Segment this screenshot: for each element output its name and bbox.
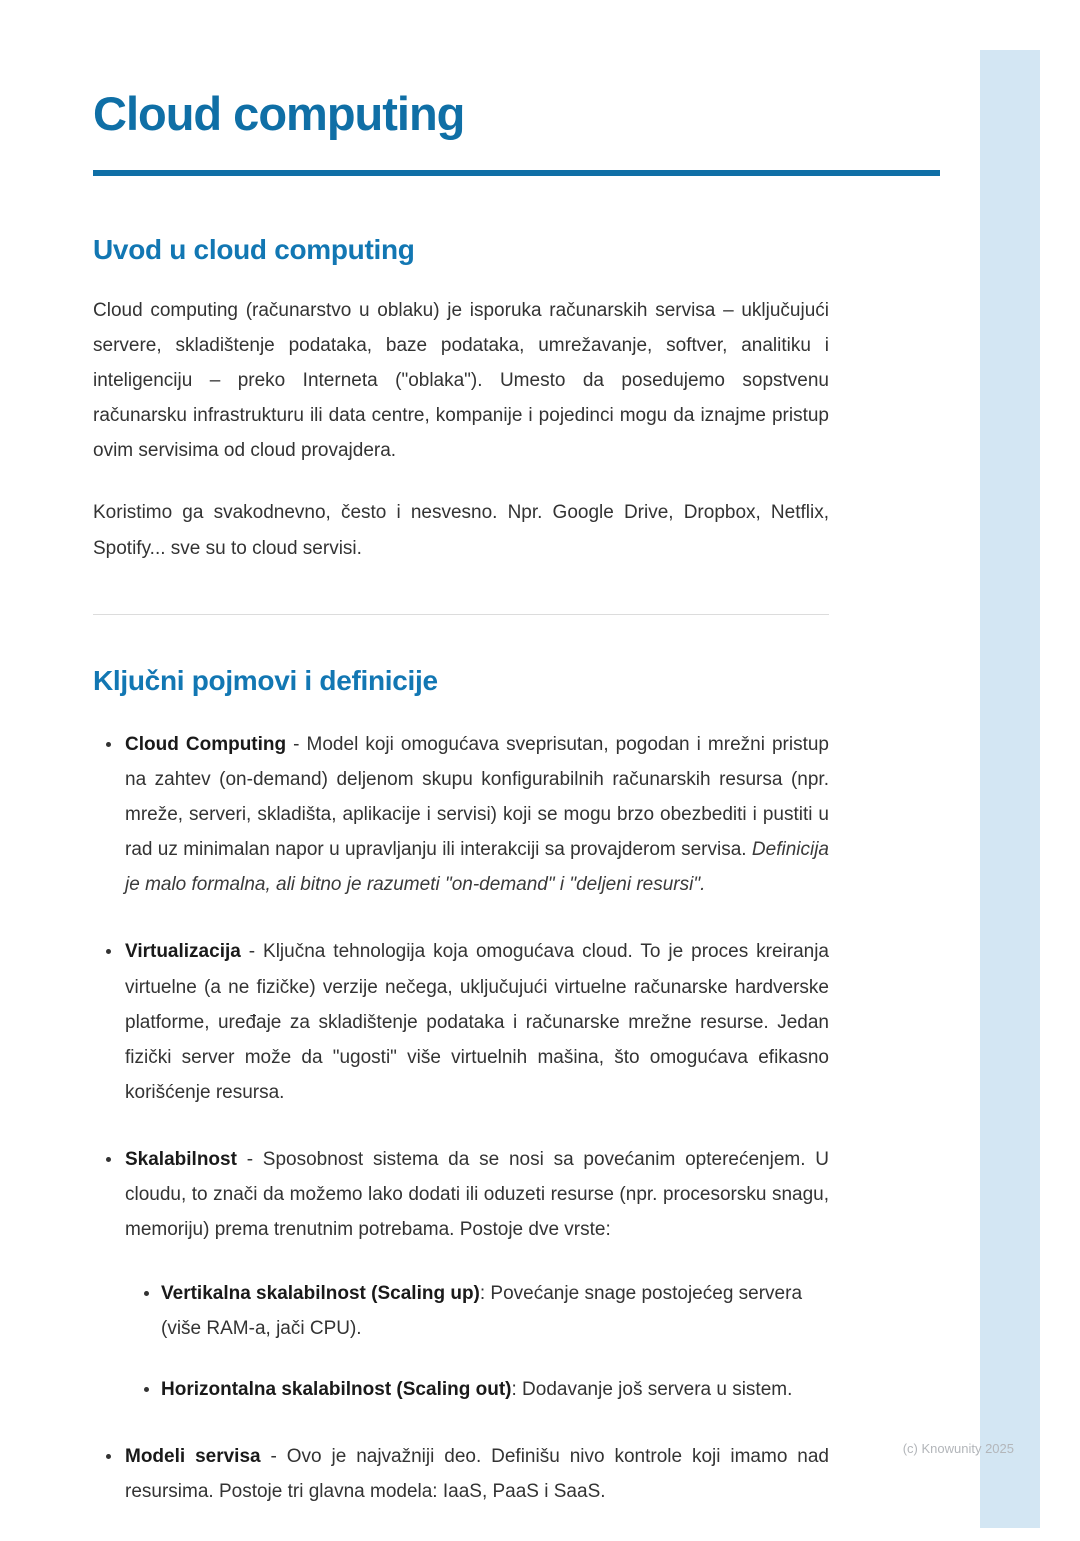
section-divider: [93, 614, 829, 615]
next-page-preview-strip: [980, 50, 1040, 1528]
term-definition: - Sposobnost sistema da se nosi sa povećanim opterećenjem. U cloudu, to znači da možemo lako dodati ili oduzeti resurse (npr. procesorsku snagu, memoriju) prema trenutnim potrebama. Postoje dve vrste:: [125, 1149, 829, 1241]
watermark-text: (c) Knowunity 2025: [902, 1441, 1014, 1456]
term-note: Definicija je malo formalna, ali bitno je razumeti "on-demand" i "deljeni resursi".: [125, 839, 829, 896]
term-definition: - Ovo je najvažniji deo. Definišu nivo kontrole koji imamo nad resursima. Postoje tri glavna modela: IaaS, PaaS i SaaS.: [125, 1445, 829, 1503]
intro-paragraph-1: Cloud computing (računarstvo u oblaku) je isporuka računarskih servisa – uključujući servere, skladištenje podataka, baze podataka, umrežavanje, softver, analitiku i inteligenciju – preko Interneta ("oblaka"). Umesto da posedujemo sopstvenu računarsku infrastrukturu ili data centre, kompanije i pojedinci mogu da iznajme pristup ovim servisima od cloud provajdera.: [93, 299, 829, 462]
term-name: Virtualizacija: [125, 941, 241, 963]
skalabilnost-sub-list: [125, 1276, 829, 1407]
term-definition: - Ključna tehnologija koja omogućava cloud. To je proces kreiranja virtuelne (a ne fizičke) verzije nečega, uključujući virtuelne računarske hardverske platforme, uređaje za skladištenje podataka i računarske mrežne resurse. Jedan fizički server može da "ugosti" više virtuelnih mašina, što omogućava efikasno korišćenje resursa.: [125, 941, 829, 1103]
intro-paragraph-2: Koristimo ga svakodnevno, često i nesvesno. Npr. Google Drive, Dropbox, Netflix, Spotify... sve su to cloud servisi.: [93, 502, 829, 559]
list-item-vertikalna: [161, 1276, 829, 1346]
list-item-modeli-servisa: [123, 1439, 829, 1509]
term-definition: - Model koji omogućava sveprisutan, pogodan i mrežni pristup na zahtev (on-demand) deljenom skupu konfigurabilnih računarskih resursa (npr. mreže, serveri, skladišta, aplikacije i servisi) koji se mogu brzo obezbediti i pustiti u rad uz minimalan napor u upravljanju ili interakciji sa provajderom servisa.: [125, 733, 829, 861]
list-item-virtualizacija: [123, 934, 829, 1110]
list-item-skalabilnost: [123, 1142, 829, 1407]
term-name: Skalabilnost: [125, 1149, 237, 1171]
section-heading-intro: Uvod u cloud computing: [93, 233, 415, 265]
section-heading-terms: Ključni pojmovi i definicije: [93, 664, 438, 696]
terms-list: [93, 727, 829, 1510]
page-title: Cloud computing: [93, 87, 465, 140]
list-item-horizontalna: [161, 1372, 829, 1407]
title-underline-rule: [93, 170, 940, 176]
document-content: [93, 88, 829, 1541]
term-name: Vertikalna skalabilnost (Scaling up): [161, 1282, 480, 1304]
term-name: Cloud Computing: [125, 733, 287, 755]
list-item-cloud-computing: [123, 727, 829, 903]
term-definition: : Povećanje snage postojećeg servera (više RAM-a, jači CPU).: [161, 1282, 803, 1339]
term-name: Horizontalna skalabilnost (Scaling out): [161, 1378, 512, 1400]
term-definition: : Dodavanje još servera u sistem.: [511, 1378, 793, 1400]
term-name: Modeli servisa: [125, 1445, 261, 1467]
